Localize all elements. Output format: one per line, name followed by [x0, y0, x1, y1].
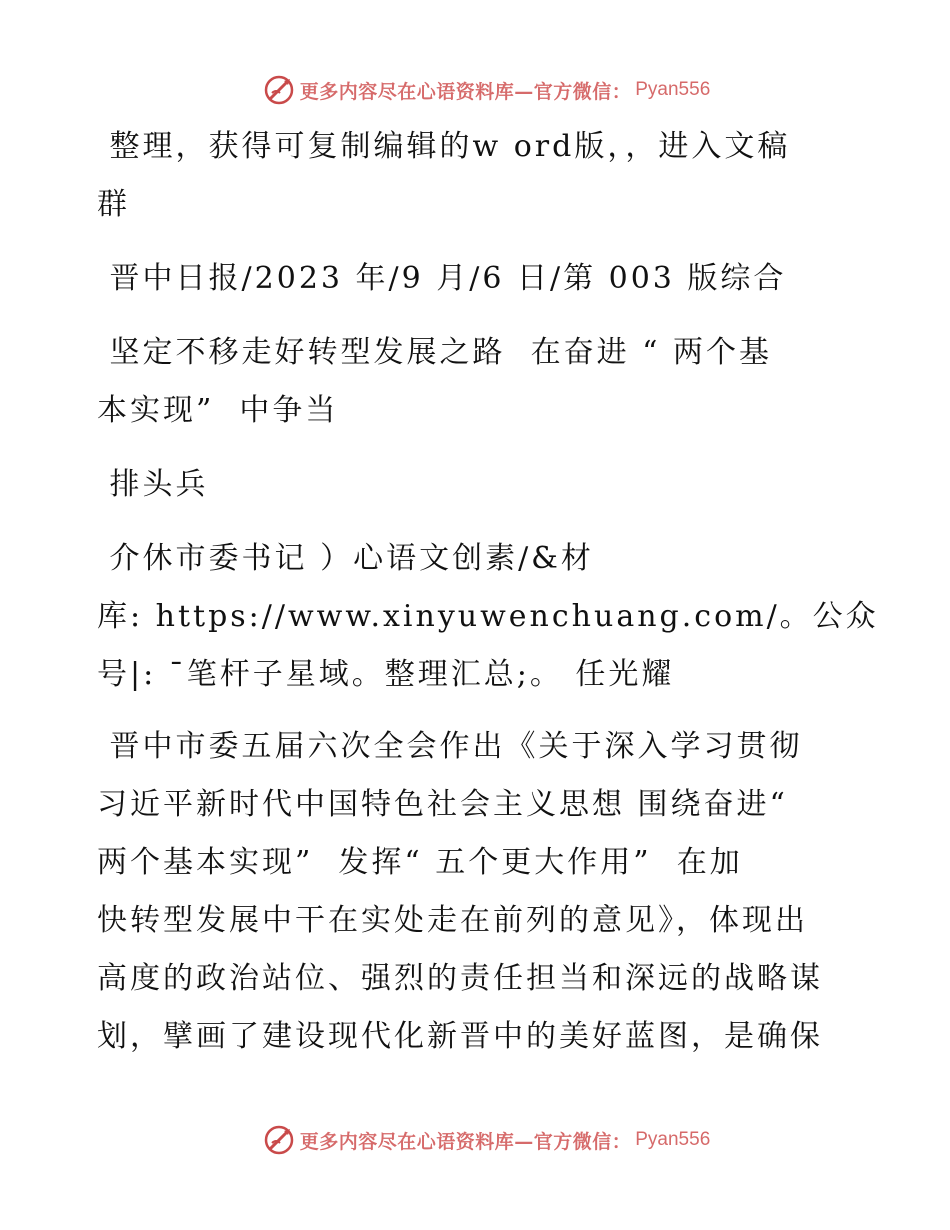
- body-line-5: 高度的政治站位、强烈的责任担当和深远的战略谋: [97, 961, 823, 996]
- headline-line-1: 坚定不移走好转型发展之路 在奋进 “ 两个基: [97, 335, 773, 370]
- source-line: 晋中日报/2023 年/9 月/6 日/第 003 版综合: [97, 261, 787, 296]
- header-watermark-banner: [0, 70, 950, 110]
- headline-tail: 排头兵: [97, 467, 209, 502]
- banner-wechat-id: Pyan556: [635, 79, 711, 100]
- banner-wechat-id: Pyan556: [635, 1129, 711, 1150]
- body-line-1: 晋中市委五届六次全会作出《关于深入学习贯彻: [97, 729, 803, 764]
- banner-text: 更多内容尽在心语资料库—官方微信：: [299, 1130, 632, 1153]
- intro-line-2: 群: [97, 187, 130, 222]
- author-line-3: 号|: ¯笔杆子星域。整理汇总;。 任光耀: [97, 657, 675, 692]
- document-body: [97, 118, 879, 1066]
- body-line-6: 划，擘画了建设现代化新晋中的美好蓝图，是确保: [97, 1019, 823, 1054]
- footer-watermark-banner: [0, 1120, 950, 1160]
- body-line-3: 两个基本实现” 发挥“ 五个更大作用” 在加: [97, 845, 743, 880]
- intro-line-1: 整理，获得可复制编辑的w ord版，，进入文稿: [97, 129, 791, 164]
- author-line-1: 介休市委书记 ）心语文创素/&材: [97, 541, 594, 576]
- pen-logo-icon: [262, 73, 296, 107]
- headline-line-2: 本实现” 中争当: [97, 393, 339, 428]
- body-line-4: 快转型发展中干在实处走在前列的意见》，体现出: [97, 903, 808, 938]
- banner-text: 更多内容尽在心语资料库—官方微信：: [299, 80, 632, 103]
- pen-logo-icon: [262, 1123, 296, 1157]
- body-line-2: 习近平新时代中国特色社会主义思想 围绕奋进“: [97, 787, 788, 822]
- author-line-2: 库: https://www.xinyuwenchuang.com/。公众: [97, 599, 879, 634]
